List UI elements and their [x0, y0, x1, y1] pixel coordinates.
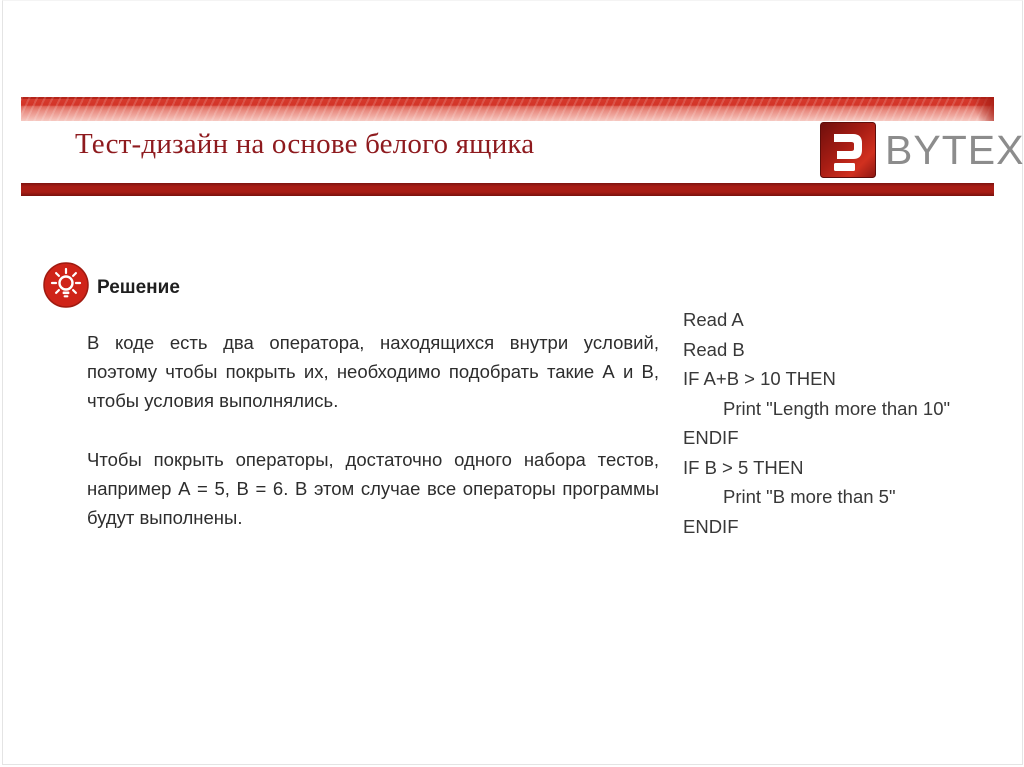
body-text-column: [87, 328, 659, 532]
code-line: IF A+B > 10 THEN: [683, 368, 836, 389]
code-line: Print "Length more than 10": [723, 397, 951, 419]
code-block: [683, 305, 983, 541]
bytex-logo-mark: [820, 122, 876, 178]
page-title: Тест-дизайн на основе белого ящика: [75, 128, 535, 160]
lightbulb-icon: [43, 262, 89, 308]
code-line: Read B: [683, 338, 745, 360]
bytex-logo-text: BYTEX: [885, 126, 1024, 173]
body-paragraph: Чтобы покрыть операторы, достаточно одного набора тестов, например А = 5, В = 6. В этом случае все операторы программы будут выполнены.: [87, 449, 659, 528]
code-line: Read A: [683, 309, 744, 330]
body-paragraph: В коде есть два оператора, находящихся внутри условий, поэтому чтобы покрыть их, необходимо подобрать такие А и В, чтобы условия выполнялись.: [87, 332, 659, 411]
code-line: IF B > 5 THEN: [683, 456, 804, 478]
section-heading: Решение: [97, 277, 180, 298]
code-line: ENDIF: [683, 427, 739, 448]
top-accent-band: [21, 97, 994, 121]
bytex-logo: [820, 121, 1024, 179]
code-line: ENDIF: [683, 515, 739, 537]
accent-band-endcap: [968, 97, 994, 121]
accent-band-streaks: [21, 97, 994, 121]
divider-bar: [21, 183, 994, 196]
code-line: Print "B more than 5": [723, 486, 896, 507]
